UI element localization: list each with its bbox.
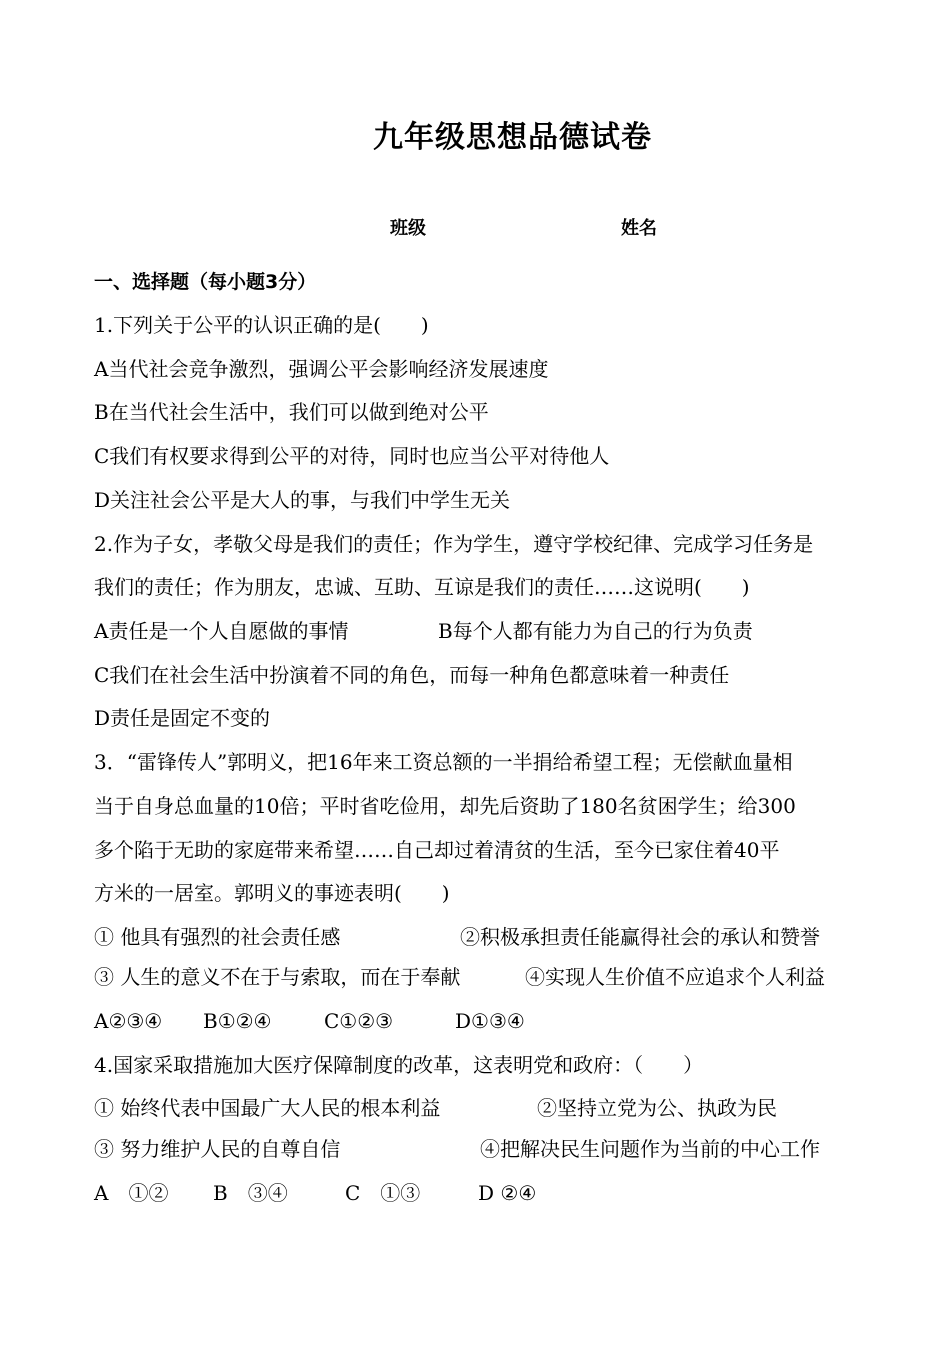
q1-option-a: A当代社会竞争激烈，强调公平会影响经济发展速度	[94, 357, 549, 381]
q2-option-b: B每个人都有能力为自己的行为负责	[438, 619, 753, 643]
q1-option-b: B在当代社会生活中，我们可以做到绝对公平	[94, 400, 489, 424]
q2-option-d: D责任是固定不变的	[94, 706, 271, 730]
q2-stem-line1: 2.作为子女，孝敬父母是我们的责任；作为学生，遵守学校纪律、完成学习任务是	[94, 532, 814, 556]
q3-option-a: A②③④	[94, 1009, 163, 1033]
q4-option-b: B ③④	[213, 1181, 288, 1205]
q4-stem: 4.国家采取措施加大医疗保障制度的改革，这表明党和政府：（ ）	[94, 1053, 704, 1077]
q4-option-d: D ②④	[478, 1181, 537, 1205]
q2-option-a: A责任是一个人自愿做的事情	[94, 619, 349, 643]
q3-stem-line4: 方米的一居室。郭明义的事迹表明( )	[94, 881, 450, 905]
q3-option-c: C①②③	[324, 1009, 394, 1033]
q4-statement-3: ③ 努力维护人民的自尊自信	[94, 1137, 341, 1161]
exam-title: 九年级思想品德试卷	[373, 120, 652, 155]
q4-statement-1: ① 始终代表中国最广大人民的根本利益	[94, 1096, 441, 1120]
q3-statement-3: ③ 人生的意义不在于与索取，而在于奉献	[94, 965, 461, 989]
section-heading: 一、选择题（每小题3分）	[94, 271, 317, 293]
q2-stem-line2: 我们的责任；作为朋友，忠诚、互助、互谅是我们的责任……这说明( )	[94, 575, 750, 599]
q4-option-a: A ①②	[94, 1181, 169, 1205]
q1-option-d: D关注社会公平是大人的事，与我们中学生无关	[94, 488, 511, 512]
name-label: 姓名	[621, 218, 657, 239]
q1-option-c: C我们有权要求得到公平的对待，同时也应当公平对待他人	[94, 444, 610, 468]
q1-stem: 1.下列关于公平的认识正确的是( )	[94, 313, 429, 337]
q3-statement-2: ②积极承担责任能赢得社会的承认和赞誉	[460, 925, 820, 949]
q4-statement-2: ②坚持立党为公、执政为民	[537, 1096, 777, 1120]
q4-statement-4: ④把解决民生问题作为当前的中心工作	[480, 1137, 820, 1161]
q3-option-b: B①②④	[203, 1009, 272, 1033]
q4-option-c: C ①③	[345, 1181, 421, 1205]
q3-statement-4: ④实现人生价值不应追求个人利益	[525, 965, 825, 989]
q3-stem-line3: 多个陷于无助的家庭带来希望……自己却过着清贫的生活，至今已家住着40平	[94, 838, 780, 862]
q2-option-c: C我们在社会生活中扮演着不同的角色，而每一种角色都意味着一种责任	[94, 663, 730, 687]
q3-stem-line2: 当于自身总血量的10倍；平时省吃俭用，却先后资助了180名贫困学生；给300	[94, 794, 796, 818]
class-label: 班级	[390, 218, 426, 239]
q3-statement-1: ① 他具有强烈的社会责任感	[94, 925, 341, 949]
q3-stem-line1: 3．“雷锋传人”郭明义，把16年来工资总额的一半捐给希望工程；无偿献血量相	[94, 750, 793, 774]
q3-option-d: D①③④	[455, 1009, 525, 1033]
